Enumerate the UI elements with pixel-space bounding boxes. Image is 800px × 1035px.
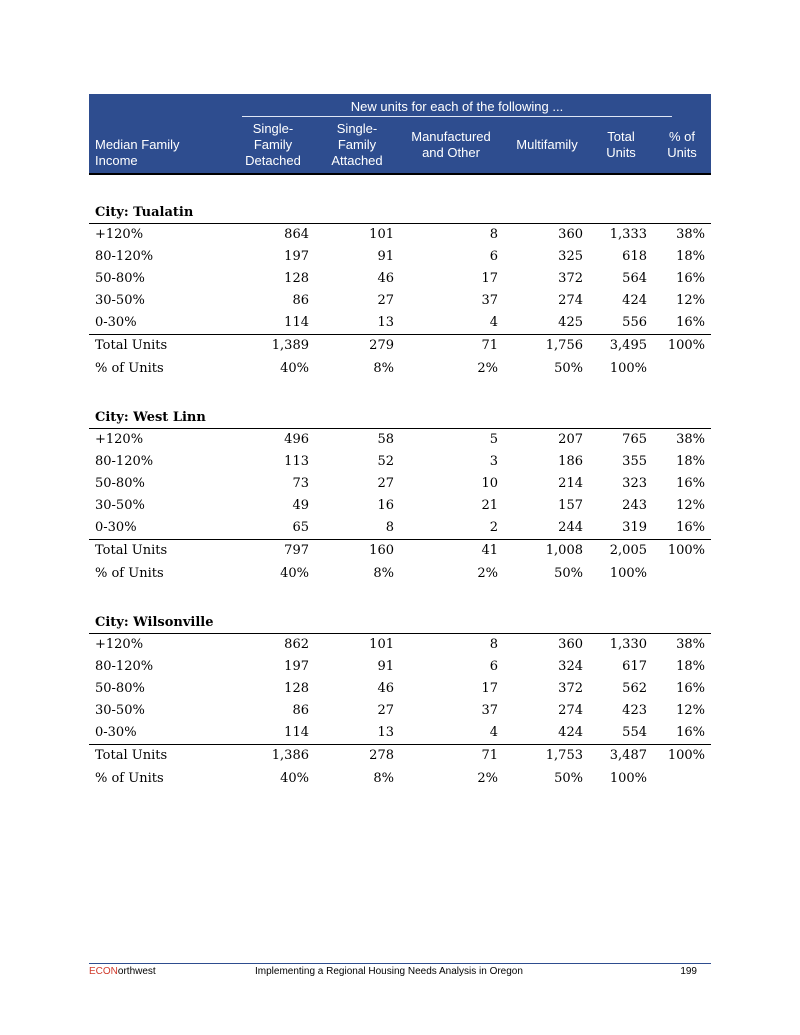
table-cell: 50% [554, 361, 583, 376]
brand-suffix: orthwest [117, 966, 156, 977]
table-cell: 13 [377, 725, 394, 740]
table-cell: 554 [622, 725, 647, 740]
city-section [89, 612, 711, 793]
table-cell: 12% [676, 703, 705, 718]
footer-brand [89, 966, 156, 977]
table-cell: 243 [622, 498, 647, 513]
table-cell: 157 [558, 498, 583, 513]
table-cell: 16% [676, 476, 705, 491]
row-label: % of Units [95, 361, 164, 376]
header-sf-attached: Single-Family Attached [331, 121, 383, 168]
table-cell: 279 [369, 338, 394, 353]
table-cell: 8% [373, 771, 394, 786]
row-label: 0-30% [95, 725, 137, 740]
table-cell: 3,487 [609, 748, 647, 763]
table-cell: 278 [369, 748, 394, 763]
header-sf-detached: Single-Family Detached [245, 121, 301, 168]
table-cell: 27 [377, 476, 394, 491]
table-row [89, 495, 711, 517]
table-cell: 617 [622, 659, 647, 674]
table-cell: 73 [292, 476, 309, 491]
table-cell: 128 [284, 681, 309, 696]
table-cell: 18% [676, 659, 705, 674]
table-cell: 16% [676, 271, 705, 286]
table-cell: 2% [477, 771, 498, 786]
table-cell: 360 [558, 637, 583, 652]
table-cell: 100% [609, 771, 647, 786]
row-label: 50-80% [95, 271, 145, 286]
table-row [89, 634, 711, 656]
table-cell: 16% [676, 315, 705, 330]
table-cell: 423 [622, 703, 647, 718]
table-cell: 274 [558, 703, 583, 718]
city-title: City: Tualatin [89, 202, 711, 224]
table-cell: 46 [377, 271, 394, 286]
table-cell: 1,330 [609, 637, 647, 652]
table-cell: 3,495 [609, 338, 647, 353]
row-label: % of Units [95, 566, 164, 581]
table-cell: 323 [622, 476, 647, 491]
table-row [89, 224, 711, 246]
city-section [89, 407, 711, 588]
table-cell: 12% [676, 293, 705, 308]
table-cell: 6 [489, 249, 498, 264]
table-row [89, 473, 711, 495]
table-cell: 4 [489, 725, 498, 740]
table-row [89, 312, 711, 334]
row-label: 50-80% [95, 476, 145, 491]
row-label: +120% [95, 637, 144, 652]
table-cell: 244 [558, 520, 583, 535]
table-cell: 27 [377, 293, 394, 308]
table-cell: 8% [373, 361, 394, 376]
table-cell: 41 [481, 543, 498, 558]
row-label: 50-80% [95, 681, 145, 696]
table-cell: 100% [609, 361, 647, 376]
total-row [89, 744, 711, 768]
table-cell: 355 [622, 454, 647, 469]
housing-units-table [89, 94, 711, 793]
table-cell: 564 [622, 271, 647, 286]
row-label: Total Units [95, 338, 168, 353]
header-pct-units: % of Units [667, 129, 697, 160]
table-cell: 2% [477, 566, 498, 581]
table-cell: 3 [489, 454, 498, 469]
table-row [89, 429, 711, 451]
table-cell: 274 [558, 293, 583, 308]
table-cell: 8 [489, 227, 498, 242]
table-cell: 100% [667, 748, 705, 763]
table-cell: 1,333 [609, 227, 647, 242]
percent-row [89, 563, 711, 588]
table-cell: 18% [676, 249, 705, 264]
table-cell: 214 [558, 476, 583, 491]
table-cell: 101 [369, 637, 394, 652]
table-cell: 100% [667, 338, 705, 353]
row-label: Total Units [95, 543, 168, 558]
table-cell: 16 [377, 498, 394, 513]
table-cell: 1,008 [545, 543, 583, 558]
table-row [89, 722, 711, 744]
table-cell: 91 [377, 249, 394, 264]
table-cell: 765 [622, 432, 647, 447]
table-cell: 100% [667, 543, 705, 558]
table-row [89, 700, 711, 722]
row-label: +120% [95, 227, 144, 242]
row-label: 30-50% [95, 703, 145, 718]
table-cell: 71 [481, 748, 498, 763]
header-total-units: Total Units [606, 129, 636, 160]
page-footer [89, 963, 711, 977]
table-cell: 556 [622, 315, 647, 330]
table-cell: 562 [622, 681, 647, 696]
table-cell: 160 [369, 543, 394, 558]
city-title: City: West Linn [89, 407, 711, 429]
footer-document-title: Implementing a Regional Housing Needs Analysis in Oregon [255, 966, 523, 977]
table-cell: 58 [377, 432, 394, 447]
table-cell: 197 [284, 249, 309, 264]
table-cell: 372 [558, 681, 583, 696]
table-cell: 319 [622, 520, 647, 535]
table-cell: 4 [489, 315, 498, 330]
header-manufactured: Manufactured and Other [411, 129, 491, 160]
table-cell: 49 [292, 498, 309, 513]
row-label: 80-120% [95, 659, 154, 674]
table-row [89, 517, 711, 539]
table-cell: 12% [676, 498, 705, 513]
table-row [89, 678, 711, 700]
table-cell: 21 [481, 498, 498, 513]
table-cell: 114 [284, 725, 309, 740]
row-label: 0-30% [95, 315, 137, 330]
table-cell: 17 [481, 271, 498, 286]
table-cell: 324 [558, 659, 583, 674]
row-label: 80-120% [95, 454, 154, 469]
table-cell: 40% [280, 566, 309, 581]
column-group-label: New units for each of the following ... [350, 99, 564, 114]
table-cell: 618 [622, 249, 647, 264]
table-cell: 797 [284, 543, 309, 558]
table-row [89, 656, 711, 678]
row-label: 30-50% [95, 498, 145, 513]
table-cell: 86 [292, 293, 309, 308]
table-cell: 38% [676, 432, 705, 447]
table-cell: 8% [373, 566, 394, 581]
row-label: +120% [95, 432, 144, 447]
table-cell: 50% [554, 771, 583, 786]
table-cell: 197 [284, 659, 309, 674]
table-row [89, 451, 711, 473]
table-cell: 2 [489, 520, 498, 535]
table-cell: 207 [558, 432, 583, 447]
table-cell: 1,756 [545, 338, 583, 353]
table-cell: 65 [292, 520, 309, 535]
table-cell: 100% [609, 566, 647, 581]
total-row [89, 539, 711, 563]
city-title: City: Wilsonville [89, 612, 711, 634]
table-cell: 52 [377, 454, 394, 469]
table-cell: 91 [377, 659, 394, 674]
table-cell: 37 [481, 293, 498, 308]
table-cell: 46 [377, 681, 394, 696]
table-cell: 496 [284, 432, 309, 447]
table-cell: 13 [377, 315, 394, 330]
row-label: 0-30% [95, 520, 137, 535]
table-cell: 128 [284, 271, 309, 286]
table-cell: 38% [676, 637, 705, 652]
header-multifamily: Multifamily [516, 137, 578, 152]
table-cell: 6 [489, 659, 498, 674]
table-cell: 360 [558, 227, 583, 242]
table-row [89, 290, 711, 312]
table-cell: 113 [284, 454, 309, 469]
row-label: 30-50% [95, 293, 145, 308]
table-cell: 16% [676, 725, 705, 740]
table-cell: 114 [284, 315, 309, 330]
table-cell: 8 [385, 520, 394, 535]
table-cell: 425 [558, 315, 583, 330]
row-label: 80-120% [95, 249, 154, 264]
footer-page-number: 199 [680, 966, 697, 977]
table-header [89, 94, 711, 175]
table-cell: 424 [558, 725, 583, 740]
table-cell: 16% [676, 520, 705, 535]
table-cell: 40% [280, 361, 309, 376]
table-cell: 16% [676, 681, 705, 696]
header-median-income: Median Family Income [95, 137, 180, 168]
percent-row [89, 768, 711, 793]
table-cell: 40% [280, 771, 309, 786]
city-section [89, 202, 711, 383]
table-cell: 18% [676, 454, 705, 469]
table-cell: 86 [292, 703, 309, 718]
table-row [89, 268, 711, 290]
table-cell: 37 [481, 703, 498, 718]
table-cell: 186 [558, 454, 583, 469]
table-cell: 864 [284, 227, 309, 242]
group-underline [242, 116, 672, 117]
total-row [89, 334, 711, 358]
table-cell: 5 [489, 432, 498, 447]
table-cell: 27 [377, 703, 394, 718]
table-cell: 8 [489, 637, 498, 652]
table-cell: 2% [477, 361, 498, 376]
table-cell: 71 [481, 338, 498, 353]
table-cell: 10 [481, 476, 498, 491]
table-cell: 17 [481, 681, 498, 696]
table-body [89, 202, 711, 793]
table-cell: 2,005 [609, 543, 647, 558]
table-cell: 372 [558, 271, 583, 286]
table-cell: 1,753 [545, 748, 583, 763]
row-label: % of Units [95, 771, 164, 786]
table-cell: 1,389 [271, 338, 309, 353]
percent-row [89, 358, 711, 383]
table-cell: 101 [369, 227, 394, 242]
table-cell: 1,386 [271, 748, 309, 763]
table-cell: 325 [558, 249, 583, 264]
table-cell: 50% [554, 566, 583, 581]
brand-prefix: ECON [89, 966, 118, 977]
table-cell: 424 [622, 293, 647, 308]
table-cell: 38% [676, 227, 705, 242]
table-cell: 862 [284, 637, 309, 652]
table-row [89, 246, 711, 268]
row-label: Total Units [95, 748, 168, 763]
